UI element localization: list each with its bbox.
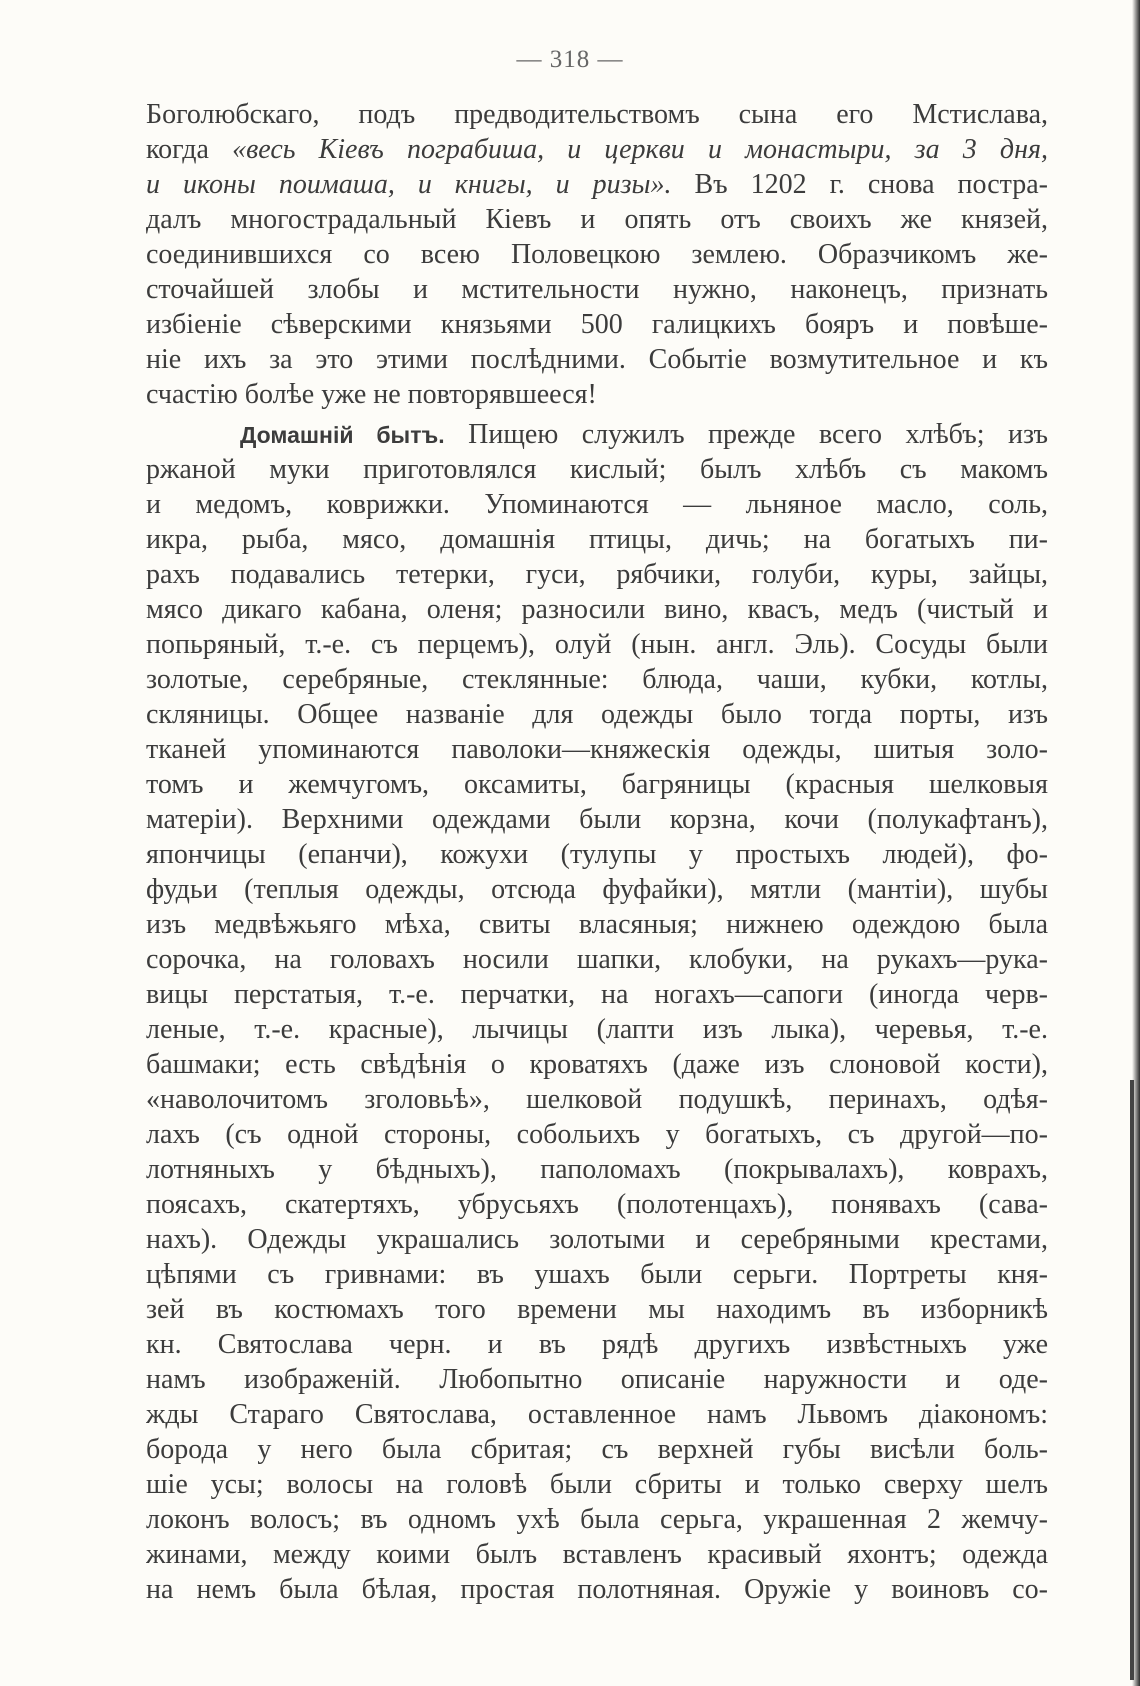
- text-line: вицы перстатыя, т.-е. перчатки, на ногахъ—сапоги (иногда черв-: [146, 979, 1048, 1010]
- text-line: локонъ волосъ; въ одномъ ухѣ была серьга, украшенная 2 жемчу-: [146, 1504, 1048, 1535]
- text-line: мясо дикаго кабана, оленя; разносили вино, квасъ, медъ (чистый и: [146, 594, 1048, 625]
- text-line: икра, рыба, мясо, домашнія птицы, дичь; на богатыхъ пи-: [146, 524, 1048, 555]
- text-line: шіе усы; волосы на головѣ были сбриты и только сверху шелъ: [146, 1469, 1048, 1500]
- text-line: борода у него была сбритая; съ верхней губы висѣли боль-: [146, 1434, 1048, 1465]
- text-line: лахъ (съ одной стороны, собольихъ у богатыхъ, съ другой—по-: [146, 1119, 1048, 1150]
- text-line: ніе ихъ за это этими послѣдними. Событіе возмутительное и къ: [146, 344, 1048, 375]
- text-run: Пищею служилъ прежде всего хлѣбъ; изъ: [444, 419, 1048, 450]
- text-line: ржаной муки приготовлялся кислый; былъ хлѣбъ съ макомъ: [146, 454, 1048, 485]
- paragraph-2: [146, 417, 1048, 1607]
- text-line: матеріи). Верхними одеждами были корзна, кочи (полукафтанъ),: [146, 804, 1048, 835]
- text-line: соединившихся со всею Половецкою землею. Образчикомъ же-: [146, 239, 1048, 270]
- text-line: фудьи (теплыя одежды, отсюда фуфайки), мятли (мантіи), шубы: [146, 874, 1048, 905]
- body-text: [146, 97, 1048, 1607]
- text-run: Въ 1202 г. снова постра-: [671, 169, 1048, 200]
- text-line: на немъ была бѣлая, простая полотняная. Оружіе у воиновъ со-: [146, 1574, 1048, 1605]
- text-line: и медомъ, коврижки. Упоминаются — льняное масло, соль,: [146, 489, 1048, 520]
- paragraph-1: [146, 97, 1048, 412]
- text-line: скляницы. Общее названіе для одежды было тогда порты, изъ: [146, 699, 1048, 730]
- text-line: намъ изображеній. Любопытно описаніе наружности и оде-: [146, 1364, 1048, 1395]
- text-line: башмаки; есть свѣдѣнія о кроватяхъ (даже изъ слоновой кости),: [146, 1049, 1048, 1080]
- text-line: цѣпями съ гривнами: въ ушахъ были серьги. Портреты кня-: [146, 1259, 1048, 1290]
- quote-italic: и иконы поимаша, и книгы, и ризы».: [146, 169, 672, 200]
- text-line: леные, т.-е. красные), лычицы (лапти изъ лыка), черевья, т.-е.: [146, 1014, 1048, 1045]
- text-line: сорочка, на головахъ носили шапки, клобуки, на рукахъ—рука-: [146, 944, 1048, 975]
- text-line: далъ многострадальный Кіевъ и опять отъ своихъ же князей,: [146, 204, 1048, 235]
- text-line: избіеніе сѣверскими князьями 500 галицкихъ бояръ и повѣше-: [146, 309, 1048, 340]
- text-line: кн. Святослава черн. и въ рядѣ другихъ извѣстныхъ уже: [146, 1329, 1048, 1360]
- quote-italic: «весь Кіевъ пограбиша, и церкви и монастыри, за 3 дня,: [232, 134, 1048, 165]
- text-line: томъ и жемчугомъ, оксамиты, багряницы (красныя шелковыя: [146, 769, 1048, 800]
- text-line: золотые, серебряные, стеклянные: блюда, чаши, кубки, котлы,: [146, 664, 1048, 695]
- text-line: япончицы (епанчи), кожухи (тулупы у простыхъ людей), фо-: [146, 839, 1048, 870]
- text-line: «наволочитомъ зголовьѣ», шелковой подушкѣ, перинахъ, одѣя-: [146, 1084, 1048, 1115]
- text-line: зей въ костюмахъ того времени мы находимъ въ изборникѣ: [146, 1294, 1048, 1325]
- page-number: — 318 —: [516, 46, 624, 73]
- text-line: жинами, между коими былъ вставленъ красивый яхонтъ; одежда: [146, 1539, 1048, 1570]
- text-line: изъ медвѣжьяго мѣха, свиты власяныя; нижнею одеждою была: [146, 909, 1048, 940]
- text-line: тканей упоминаются паволоки—княжескія одежды, шитыя золо-: [146, 734, 1048, 765]
- text-line: лотняныхъ у бѣдныхъ), паполомахъ (покрывалахъ), коврахъ,: [146, 1154, 1048, 1185]
- page-edge-binding: [1130, 1080, 1134, 1680]
- text-line: нахъ). Одежды украшались золотыми и серебряными крестами,: [146, 1224, 1048, 1255]
- text-line: [146, 167, 1048, 202]
- text-line: жды Стараго Святослава, оставленное намъ Львомъ діакономъ:: [146, 1399, 1048, 1430]
- text-line: рахъ подавались тетерки, гуси, рябчики, голуби, куры, зайцы,: [146, 559, 1048, 590]
- text-line: [146, 417, 1048, 452]
- text-line: сточайшей злобы и мстительности нужно, наконецъ, признать: [146, 274, 1048, 305]
- text-line: Боголюбскаго, подъ предводительствомъ сына его Мстислава,: [146, 99, 1048, 130]
- text-line: поясахъ, скатертяхъ, убрусьяхъ (полотенцахъ), понявахъ (сава-: [146, 1189, 1048, 1220]
- text-run: когда: [146, 134, 233, 165]
- section-heading: Домашній бытъ.: [239, 422, 445, 448]
- text-line: попьряный, т.-е. съ перцемъ), олуй (нын. англ. Эль). Сосуды были: [146, 629, 1048, 660]
- text-line: счастію болѣе уже не повторявшееся!: [146, 379, 597, 410]
- text-line: [146, 132, 1048, 167]
